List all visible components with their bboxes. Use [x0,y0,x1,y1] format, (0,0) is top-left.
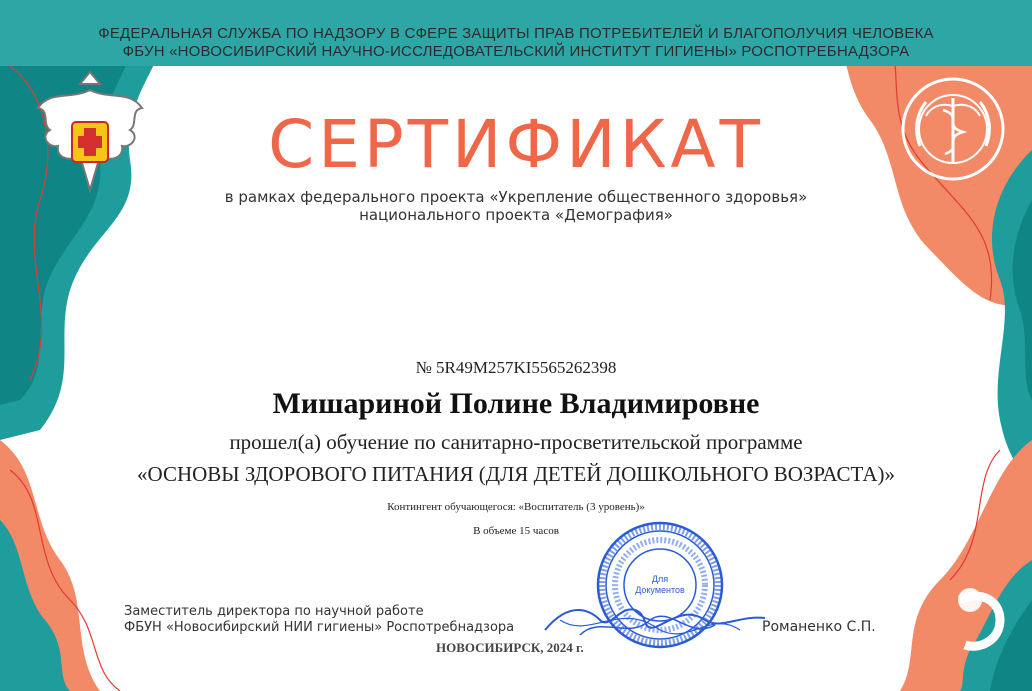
recipient-name: Мишариной Полине Владимировне [272,387,760,420]
volume-hours: В объеме 15 часов [473,525,559,537]
certificate-number: № 5R49M257KI5565262398 [415,358,617,377]
certificate-title: СЕРТИФИКАТ [268,106,764,183]
completion-statement: прошел(а) обучение по санитарно-просветительской программе [229,430,803,454]
signer-name: Романенко С.П. [762,619,876,635]
signer-organization: ФБУН «Новосибирский НИИ гигиены» Роспотребнадзора [124,620,515,635]
stamp-text: Для [651,574,669,584]
program-name: «ОСНОВЫ ЗДОРОВОГО ПИТАНИЯ (ДЛЯ ДЕТЕЙ ДОШКОЛЬНОГО ВОЗРАСТА)» [137,462,895,486]
contingent-line: Контингент обучающегося: «Воспитатель (3 уровень)» [387,501,645,513]
federal-project-line: в рамках федерального проекта «Укрепление общественного здоровья» [224,188,808,206]
svg-text:Документов: Документов [635,585,685,595]
signer-position: Заместитель директора по научной работе [124,604,424,619]
national-project-line: национального проекта «Демография» [359,206,673,224]
header-organization: ФЕДЕРАЛЬНАЯ СЛУЖБА ПО НАДЗОРУ В СФЕРЕ ЗАЩИТЫ ПРАВ ПОТРЕБИТЕЛЕЙ И БЛАГОПОЛУЧИЯ ЧЕЛОВЕКА [98,25,934,42]
header-institute: ФБУН «НОВОСИБИРСКИЙ НАУЧНО-ИССЛЕДОВАТЕЛЬСКИЙ ИНСТИТУТ ГИГИЕНЫ» РОСПОТРЕБНАДЗОРА [122,43,910,60]
city-year: НОВОСИБИРСК, 2024 г. [436,640,584,655]
